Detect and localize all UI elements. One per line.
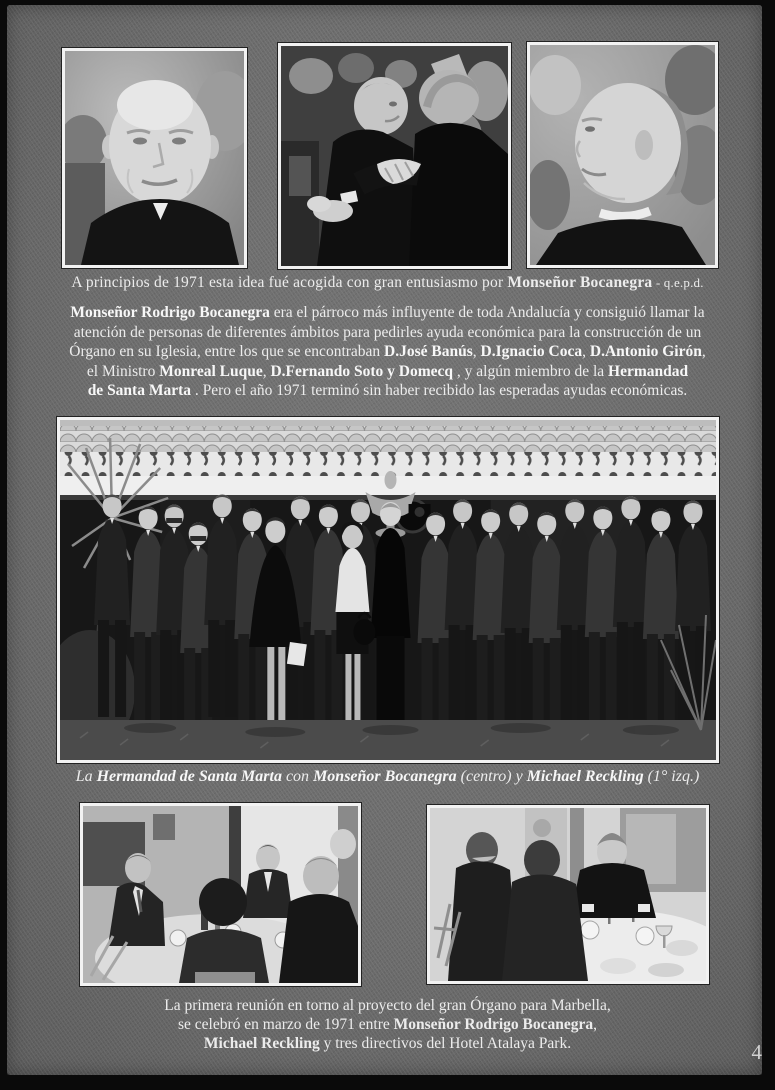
paragraph-line-2 bbox=[0, 323, 775, 343]
bold-name: Monseñor Bocanegra bbox=[313, 768, 457, 785]
bold-name: D.Antonio Girón bbox=[589, 343, 702, 360]
photo-bocanegra-profile-portrait bbox=[527, 42, 718, 268]
plain-text: , bbox=[472, 343, 481, 360]
bold-name: Monseñor Rodrigo Bocanegra bbox=[70, 304, 270, 321]
caption-top-bold-name: Monseñor Bocanegra bbox=[507, 274, 653, 291]
plain-text: La bbox=[75, 768, 97, 785]
photo-meeting-right-art bbox=[430, 808, 706, 981]
photo-meeting-left-art bbox=[83, 806, 358, 983]
plain-text: y tres directivos del Hotel Atalaya Park. bbox=[319, 1035, 572, 1052]
paragraph-line-1 bbox=[0, 303, 775, 323]
caption-top bbox=[0, 274, 775, 292]
caption-bottom-line-3 bbox=[0, 1034, 775, 1053]
photo-bocanegra-front-art bbox=[65, 51, 244, 265]
plain-text: Órgano en su Iglesia, entre los que se encontraban bbox=[69, 343, 385, 360]
caption-bottom-line-1 bbox=[0, 996, 775, 1015]
plain-text: La primera reunión en torno al proyecto del gran Órgano para Marbella, bbox=[164, 997, 611, 1014]
plain-text: (centro) y bbox=[456, 768, 527, 785]
caption-top-text: A principios de 1971 esta idea fué acogida con gran entusiasmo por bbox=[71, 274, 508, 291]
bold-name: Hermandad de Santa Marta bbox=[96, 768, 282, 785]
caption-top-qepd: - q.e.p.d. bbox=[652, 275, 704, 290]
caption-bottom bbox=[0, 996, 775, 1053]
plain-text: . Pero el año 1971 terminó sin haber recibido las esperadas ayudas económicas. bbox=[191, 382, 688, 399]
bold-name: D.Ignacio Coca bbox=[480, 343, 583, 360]
bold-name: D.Fernando Soto y Domecq bbox=[270, 362, 454, 380]
plain-text: atención de personas de diferentes ámbitos para pedirles ayuda económica para la construcción de un bbox=[73, 323, 702, 341]
bold-name: Michael Reckling bbox=[203, 1035, 320, 1052]
photo-bocanegra-front-portrait bbox=[62, 48, 247, 268]
photo-meeting-left bbox=[80, 803, 361, 986]
page-number: 4 bbox=[751, 1040, 762, 1064]
plain-text: , bbox=[593, 1016, 597, 1033]
plain-text: , bbox=[262, 362, 271, 380]
plain-text: se celebró en marzo de 1971 entre bbox=[178, 1016, 394, 1033]
photo-bocanegra-embrace bbox=[278, 43, 511, 269]
plain-text: , bbox=[701, 343, 706, 360]
bold-name: Michael Reckling bbox=[526, 768, 644, 785]
plain-text: , y algún miembro de la bbox=[453, 362, 609, 380]
photo-group-hermandad bbox=[57, 417, 719, 763]
paragraph-line-3 bbox=[0, 342, 775, 362]
plain-text: (1° izq.) bbox=[643, 768, 700, 785]
caption-group-photo bbox=[0, 768, 775, 786]
photo-embrace-art bbox=[281, 46, 508, 266]
paragraph-line-5 bbox=[0, 381, 775, 401]
plain-text: , bbox=[582, 343, 590, 360]
plain-text: con bbox=[281, 768, 314, 785]
caption-bottom-line-2 bbox=[0, 1015, 775, 1034]
photo-profile-art bbox=[530, 45, 715, 265]
intro-paragraph bbox=[0, 303, 775, 401]
photo-group-art bbox=[60, 420, 716, 760]
bold-name: Hermandad bbox=[608, 362, 689, 380]
bold-name: Monreal Luque bbox=[159, 362, 263, 380]
bold-name: D.José Banús bbox=[384, 343, 473, 360]
bold-name: de Santa Marta bbox=[87, 382, 192, 399]
paragraph-line-4 bbox=[0, 362, 775, 382]
photo-meeting-right bbox=[427, 805, 709, 984]
plain-text: el Ministro bbox=[86, 362, 160, 380]
bold-name: Monseñor Rodrigo Bocanegra bbox=[393, 1016, 594, 1033]
plain-text: era el párroco más influyente de toda Andalucía y consiguió llamar la bbox=[269, 304, 705, 321]
